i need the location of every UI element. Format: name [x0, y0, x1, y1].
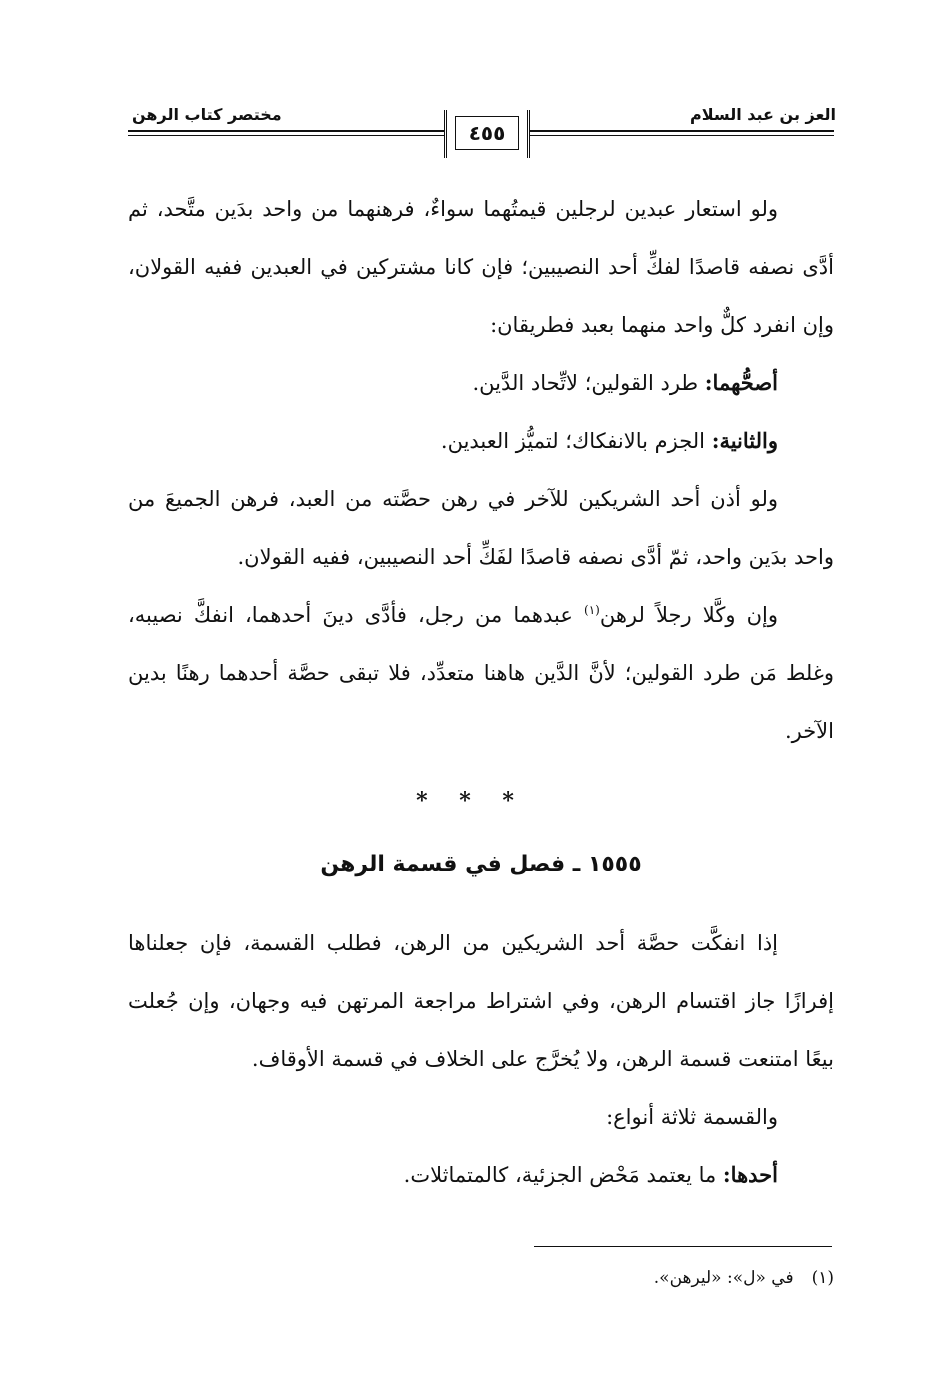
paragraph-3-text: الجزم بالانفكاك؛ لتميُّز العبدين. [440, 429, 712, 453]
paragraph-7: والقسمة ثلاثة أنواع: [606, 1105, 778, 1129]
footnote-rule [534, 1246, 832, 1247]
header-book-title: مختصر كتاب الرهن [132, 105, 282, 124]
section-heading: ١٥٥٥ ـ فصل في قسمة الرهن [320, 852, 642, 877]
page-number: ٤٥٥ [455, 116, 519, 150]
paragraph-1: ولو استعار عبدين لرجلين قيمتُهما سواءٌ، فرهنهما من واحد بدَين متَّحد، ثم أدَّى نصفه قاصدًا لفكِّ أحد النصيبين؛ فإن كانا مشتركين في العبدين ففيه القولان، وإن انفرد كلٌّ واحد منهما بعبد فطريقان: [128, 197, 834, 337]
footnote [654, 1268, 834, 1288]
paragraph-5-start: وإن وكَّلا رجلاً لرهن [599, 603, 778, 627]
paragraph-6: إذا انفكَّت حصَّة أحد الشريكين من الرهن، فطلب القسمة، فإن جعلناها إفرازًا جاز اقتسام الرهن، وفي اشتراط مراجعة المرتهن فيه وجهان، وإن جُعلت بيعًا امتنعت قسمة الرهن، ولا يُخرَّج على الخلاف في قسمة الأوقاف. [128, 931, 834, 1071]
header-rule-left-bottom [128, 135, 444, 136]
footnote-reference[interactable]: (١) [584, 603, 600, 617]
header-rule-right-top [524, 130, 834, 132]
paragraph-8 [128, 1146, 834, 1204]
paragraph-8-text: ما يعتمد مَحْض الجزئية، كالمتماثلات. [403, 1163, 723, 1187]
footnote-number: (١) [811, 1268, 834, 1288]
paragraph-8-label: أحدها: [722, 1162, 778, 1187]
paragraph-5-rest: عبدهما من رجل، فأدَّى دينَ أحدهما، انفكَّ نصيبه، وغلط مَن طرد القولين؛ لأنَّ الدَّين هاهنا متعدِّد، فلا تبقى حصَّة أحدهما رهنًا بدين الآخر. [128, 603, 834, 743]
paragraph-2 [128, 354, 834, 412]
body-lower [128, 914, 834, 1204]
paragraph-2-text: طرد القولين؛ لاتِّحاد الدَّين. [472, 371, 705, 395]
header-rule-right-bottom [524, 135, 834, 136]
footnote-text: في «ل»: «ليرهن». [653, 1268, 794, 1288]
paragraph-4: ولو أذن أحد الشريكين للآخر في رهن حصَّته من العبد، فرهن الجميعَ من واحد بدَين واحد، ثمّ أدَّى نصفه قاصدًا لفَكِّ أحد النصيبين، ففيه القولان. [128, 487, 834, 569]
header-author: العز بن عبد السلام [690, 105, 836, 124]
body-upper [128, 180, 834, 760]
header-rule-left-top [128, 130, 444, 132]
paragraph-3-label: والثانية: [711, 428, 778, 453]
paragraph-2-label: أصحُّهما: [704, 370, 778, 395]
paragraph-5 [128, 586, 834, 760]
section-separator: * * * [416, 788, 526, 814]
page-number-frame [444, 110, 530, 158]
paragraph-3 [128, 412, 834, 470]
